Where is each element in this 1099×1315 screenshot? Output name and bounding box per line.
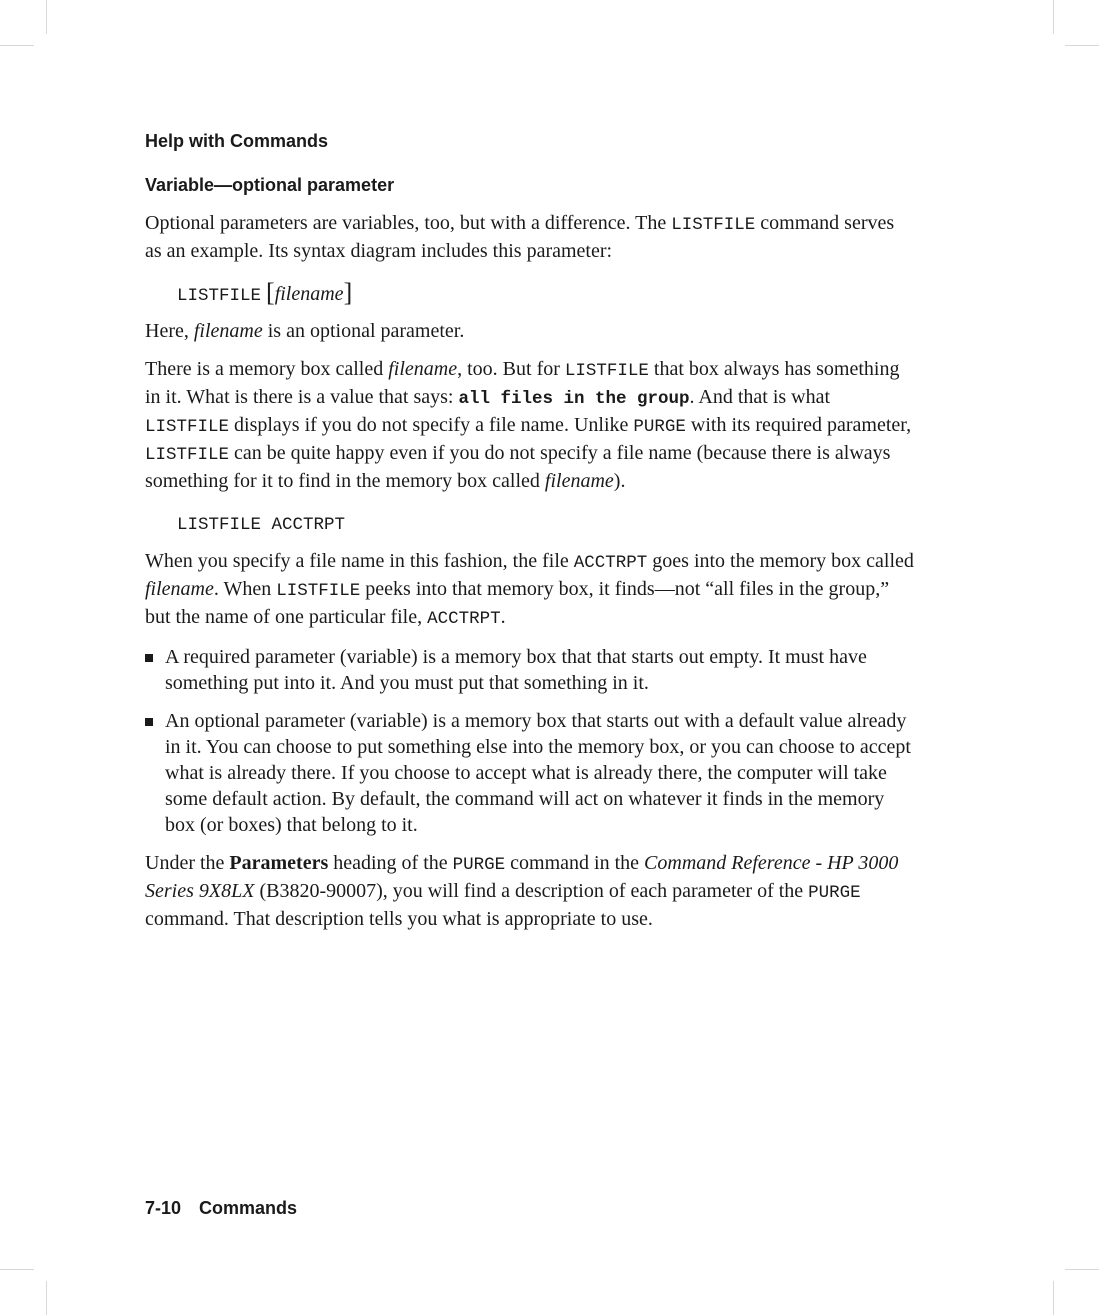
text: Here, <box>145 320 194 342</box>
italic-manual-title: Command Reference - HP 3000 Series 9X8LX <box>145 852 899 902</box>
running-head: Help with Commands <box>145 131 329 151</box>
italic-filename: filename <box>145 578 214 600</box>
text: , too. But for <box>457 358 565 380</box>
crop-mark <box>1053 0 1054 34</box>
text: (B3820-90007), you will find a description of each parameter of the <box>254 880 809 902</box>
paragraph-specify <box>145 548 915 632</box>
list-item <box>145 708 915 838</box>
code-listfile: LISTFILE <box>671 215 756 235</box>
code-default-value: all files in the group <box>458 389 690 409</box>
text: that box always has something in it. What is there is a value that says: <box>145 358 900 408</box>
close-bracket: ] <box>343 278 353 307</box>
text: Under the <box>145 852 230 874</box>
crop-mark <box>0 45 34 46</box>
crop-mark <box>0 1269 34 1270</box>
text: There is a memory box called <box>145 358 389 380</box>
crop-mark <box>1065 45 1099 46</box>
bullet-list <box>145 644 915 838</box>
section-heading: Variable—optional parameter <box>145 175 395 195</box>
open-bracket: [ <box>266 278 275 307</box>
code-acctrpt: ACCTRPT <box>573 553 648 573</box>
bold-parameters: Parameters <box>229 852 329 874</box>
paragraph-optional <box>145 318 915 344</box>
bullet-icon <box>145 654 153 662</box>
code-purge: PURGE <box>808 883 861 903</box>
text: command in the <box>505 852 645 874</box>
page-footer <box>145 1195 297 1221</box>
paragraph-intro <box>145 210 915 264</box>
syntax-example-1 <box>145 280 915 306</box>
list-item <box>145 644 915 696</box>
text: Optional parameters are variables, too, but with a difference. The <box>145 212 672 234</box>
text: . <box>500 606 506 628</box>
text: ). <box>613 470 626 492</box>
text: with its required parameter, <box>685 414 912 436</box>
syntax-param: filename <box>274 283 344 305</box>
chapter-name: Commands <box>199 1198 298 1218</box>
page-number: 7-10 <box>145 1198 182 1218</box>
text: When you specify a file name in this fashion, the file <box>145 550 574 572</box>
code-listfile: LISTFILE <box>145 445 230 465</box>
paragraph-reference <box>145 850 915 932</box>
paragraph-memory-box <box>145 356 915 494</box>
crop-mark <box>1053 1281 1054 1315</box>
crop-mark <box>1065 1269 1099 1270</box>
list-item-text: A required parameter (variable) is a memory box that that starts out empty. It must have something put into it. And you must put that something in it. <box>165 646 867 694</box>
page-body <box>145 128 915 932</box>
text: . When <box>213 578 277 600</box>
bullet-icon <box>145 718 153 726</box>
crop-mark <box>46 0 47 34</box>
text: is an optional parameter. <box>262 320 465 342</box>
text: goes into the memory box called <box>647 550 914 572</box>
code-listfile: LISTFILE <box>145 417 230 437</box>
code-acctrpt: ACCTRPT <box>427 609 501 629</box>
italic-filename: filename <box>388 358 458 380</box>
code-listfile: LISTFILE <box>276 581 361 601</box>
text: command. That description tells you what is appropriate to use. <box>145 908 653 930</box>
italic-filename: filename <box>544 470 614 492</box>
italic-filename: filename <box>193 320 263 342</box>
code-listfile: LISTFILE <box>564 361 649 381</box>
text: displays if you do not specify a file name. Unlike <box>229 414 634 436</box>
syntax-command: LISTFILE <box>177 286 262 306</box>
syntax-command: LISTFILE ACCTRPT <box>177 515 346 535</box>
list-item-text: An optional parameter (variable) is a memory box that starts out with a default value already in it. You can choose to put something else into the memory box, or you can choose to accept what is already there. If you choose to accept what is already there, the computer will take some default action. By default, the command will act on whatever it finds in the memory box (or boxes) that belong to it. <box>165 710 911 836</box>
text: can be quite happy even if you do not specify a file name (because there is always something for it to find in the memory box called <box>145 442 891 492</box>
syntax-example-2 <box>145 510 915 536</box>
text: . And that is what <box>689 386 831 408</box>
code-purge: PURGE <box>633 417 686 437</box>
text: command serves as an example. Its syntax diagram includes this parameter: <box>145 212 895 262</box>
text: heading of the <box>328 852 453 874</box>
code-purge: PURGE <box>452 855 506 875</box>
crop-mark <box>46 1281 47 1315</box>
text: peeks into that memory box, it finds—not “all files in the group,” but the name of one particular file, <box>145 578 890 628</box>
